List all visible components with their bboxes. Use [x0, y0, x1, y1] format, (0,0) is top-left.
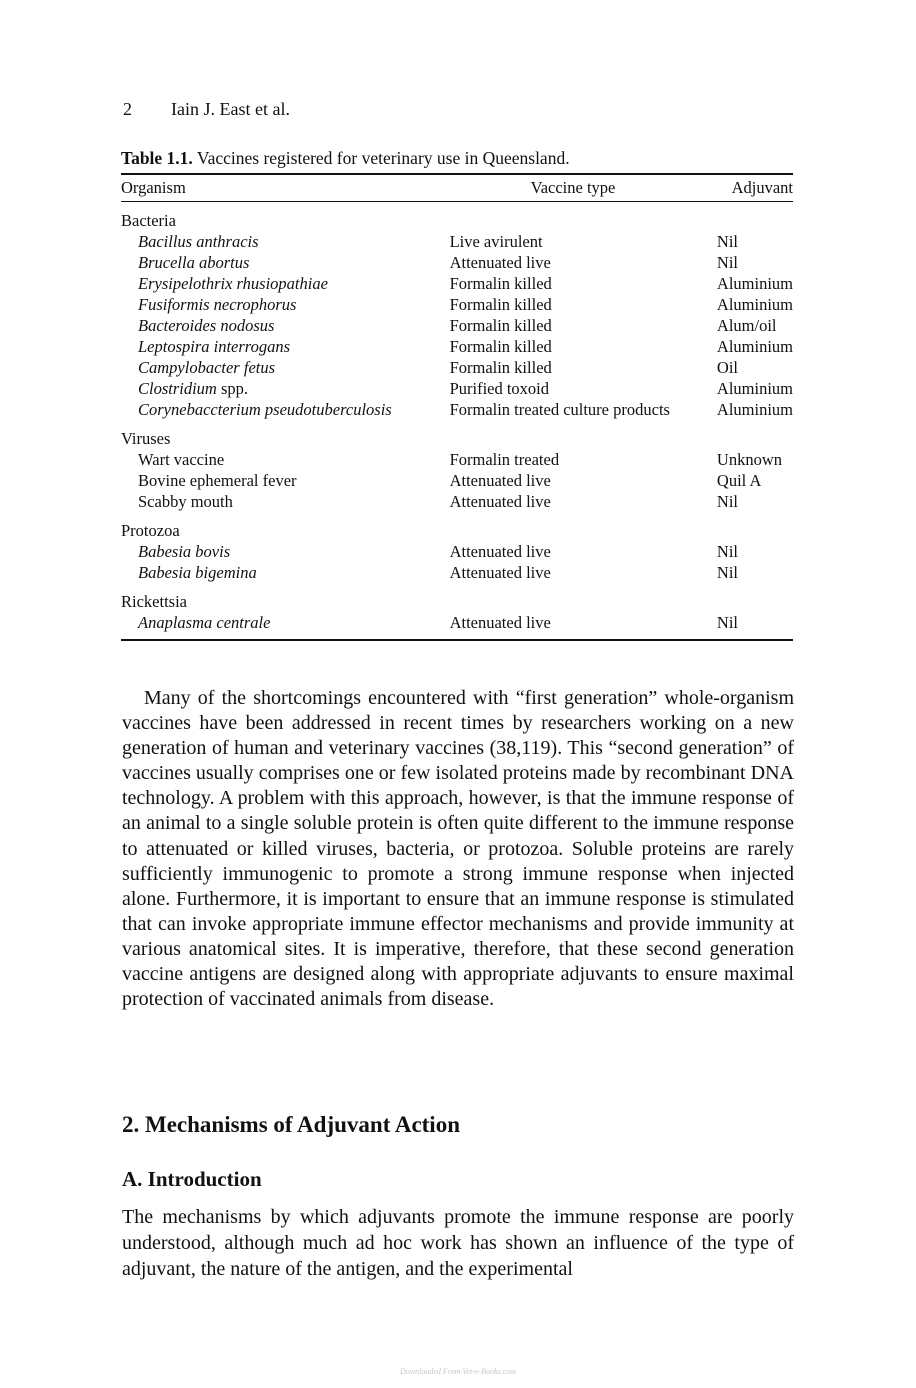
organism-name: Scabby mouth [138, 492, 233, 511]
table-header-row [121, 175, 793, 201]
organism-cell [121, 449, 450, 470]
table-bottom-rule [121, 639, 793, 641]
table-row [121, 315, 793, 336]
vaccine-type-cell: Formalin killed [449, 274, 552, 293]
organism-cell [121, 541, 450, 562]
adjuvant-cell: Nil [716, 232, 738, 251]
group-row [121, 420, 793, 449]
paragraph-text: The mechanisms by which adjuvants promote the immune response are poorly understood, although much ad hoc work has shown an influence of the type of adjuvant, the nature of the antigen, and the experimental [122, 1206, 794, 1280]
vaccine-type-cell: Attenuated live [449, 492, 551, 511]
table-row [121, 231, 793, 252]
table-row [121, 449, 793, 470]
vaccine-type-cell: Formalin killed [449, 316, 552, 335]
table-row [121, 357, 793, 378]
organism-name: Erysipelothrix rhusiopathiae [138, 274, 328, 293]
organism-name: Bacillus anthracis [138, 232, 259, 251]
table-row [121, 612, 793, 633]
organism-cell [121, 294, 450, 315]
adjuvant-cell: Nil [716, 563, 738, 582]
adjuvant-cell: Aluminium [716, 337, 793, 356]
organism-name: Leptospira interrogans [138, 337, 291, 356]
column-header-vaccine-type: Vaccine type [530, 178, 616, 197]
organism-name: Wart vaccine [138, 450, 225, 469]
vaccine-type-cell: Attenuated live [449, 471, 551, 490]
vaccine-type-cell: Formalin killed [449, 337, 552, 356]
group-label: Bacteria [121, 211, 176, 230]
adjuvant-cell: Aluminium [716, 274, 793, 293]
vaccine-type-cell: Attenuated live [449, 613, 551, 632]
organism-cell [121, 336, 450, 357]
section-heading: 2. Mechanisms of Adjuvant Action [122, 1112, 460, 1137]
adjuvant-cell: Aluminium [716, 295, 793, 314]
organism-suffix: spp. [216, 379, 249, 398]
adjuvant-cell: Nil [716, 253, 738, 272]
organism-cell [121, 399, 450, 420]
adjuvant-cell: Unknown [716, 450, 782, 469]
vaccine-table [121, 148, 793, 641]
organism-name: Clostridium [138, 379, 217, 398]
vaccine-type-cell: Formalin treated [449, 450, 560, 469]
organism-cell [121, 252, 450, 273]
group-row [121, 583, 793, 612]
organism-cell [121, 231, 450, 252]
organism-name: Corynebaccterium pseudotuberculosis [138, 400, 392, 419]
organism-cell [121, 562, 450, 583]
table-row [121, 491, 793, 512]
table-row [121, 336, 793, 357]
adjuvant-cell: Nil [716, 542, 738, 561]
download-watermark: Downloaded From Vet-e-Books.com [400, 1367, 516, 1376]
running-authors: Iain J. East et al. [171, 99, 290, 119]
table-row [121, 378, 793, 399]
organism-name: Babesia bovis [138, 542, 231, 561]
group-row [121, 202, 793, 231]
table-row [121, 399, 793, 420]
vaccine-type-cell: Formalin killed [449, 358, 552, 377]
paragraph-text: Many of the shortcomings encountered with “first generation” whole-organism vaccines have been addressed in recent times by researchers working on a new generation of human and veterinary vaccines (38,119). This “second generation” of vaccines usually comprises one or few isolated proteins made by recombinant DNA technology. A problem with this approach, however, is that the immune response of an animal to a single soluble protein is often quite different to the immune response to attenuated or killed viruses, bacteria, or protozoa. Soluble proteins are rarely sufficiently immunogenic to promote a strong immune response when injected alone. Furthermore, it is important to ensure that an immune response is stimulated that can invoke appropriate immune effector mechanisms and provide immunity at various anatomical sites. It is imperative, therefore, that these second generation vaccine antigens are designed along with appropriate adjuvants to ensure maximal protection of vaccinated animals from disease. [122, 687, 794, 1011]
adjuvant-cell: Quil A [716, 471, 762, 490]
body-paragraph-1 [122, 686, 794, 1012]
table-row [121, 252, 793, 273]
organism-name: Babesia bigemina [138, 563, 257, 582]
page-number: 2 [123, 99, 132, 119]
vaccine-type-cell: Attenuated live [449, 542, 551, 561]
table-body [121, 202, 793, 633]
adjuvant-cell: Nil [716, 613, 738, 632]
table-row [121, 470, 793, 491]
organism-name: Bacteroides nodosus [138, 316, 275, 335]
organism-name: Fusiformis necrophorus [138, 295, 297, 314]
column-header-organism: Organism [121, 178, 186, 197]
organism-cell [121, 612, 450, 633]
table-row [121, 273, 793, 294]
adjuvant-cell: Aluminium [716, 379, 793, 398]
organism-cell [121, 357, 450, 378]
organism-name: Bovine ephemeral fever [138, 471, 297, 490]
table-caption [121, 148, 793, 169]
organism-cell [121, 470, 450, 491]
group-row [121, 512, 793, 541]
vaccine-type-cell: Formalin treated culture products [449, 400, 670, 419]
organism-name: Anaplasma centrale [138, 613, 271, 632]
group-label: Protozoa [121, 521, 180, 540]
vaccine-type-cell: Attenuated live [449, 253, 551, 272]
vaccine-type-cell: Purified toxoid [449, 379, 550, 398]
table-row [121, 294, 793, 315]
body-paragraph-2 [122, 1204, 794, 1282]
adjuvant-cell: Alum/oil [716, 316, 777, 335]
vaccine-type-cell: Live avirulent [449, 232, 543, 251]
adjuvant-cell: Nil [716, 492, 738, 511]
column-header-adjuvant: Adjuvant [731, 178, 793, 197]
table-row [121, 562, 793, 583]
group-label: Viruses [121, 429, 171, 448]
table-row [121, 541, 793, 562]
vaccine-type-cell: Attenuated live [449, 563, 551, 582]
group-label: Rickettsia [121, 592, 187, 611]
organism-cell [121, 491, 450, 512]
adjuvant-cell: Oil [716, 358, 738, 377]
running-header [123, 99, 290, 120]
vaccine-type-cell: Formalin killed [449, 295, 552, 314]
organism-cell [121, 315, 450, 336]
organism-name: Brucella abortus [138, 253, 250, 272]
adjuvant-cell: Aluminium [716, 400, 793, 419]
organism-name: Campylobacter fetus [138, 358, 276, 377]
organism-cell [121, 378, 450, 399]
table-caption-label: Table 1.1. [121, 148, 193, 168]
table-caption-text: Vaccines registered for veterinary use in Queensland. [196, 148, 570, 168]
organism-cell [121, 273, 450, 294]
subsection-heading: A. Introduction [122, 1167, 262, 1191]
